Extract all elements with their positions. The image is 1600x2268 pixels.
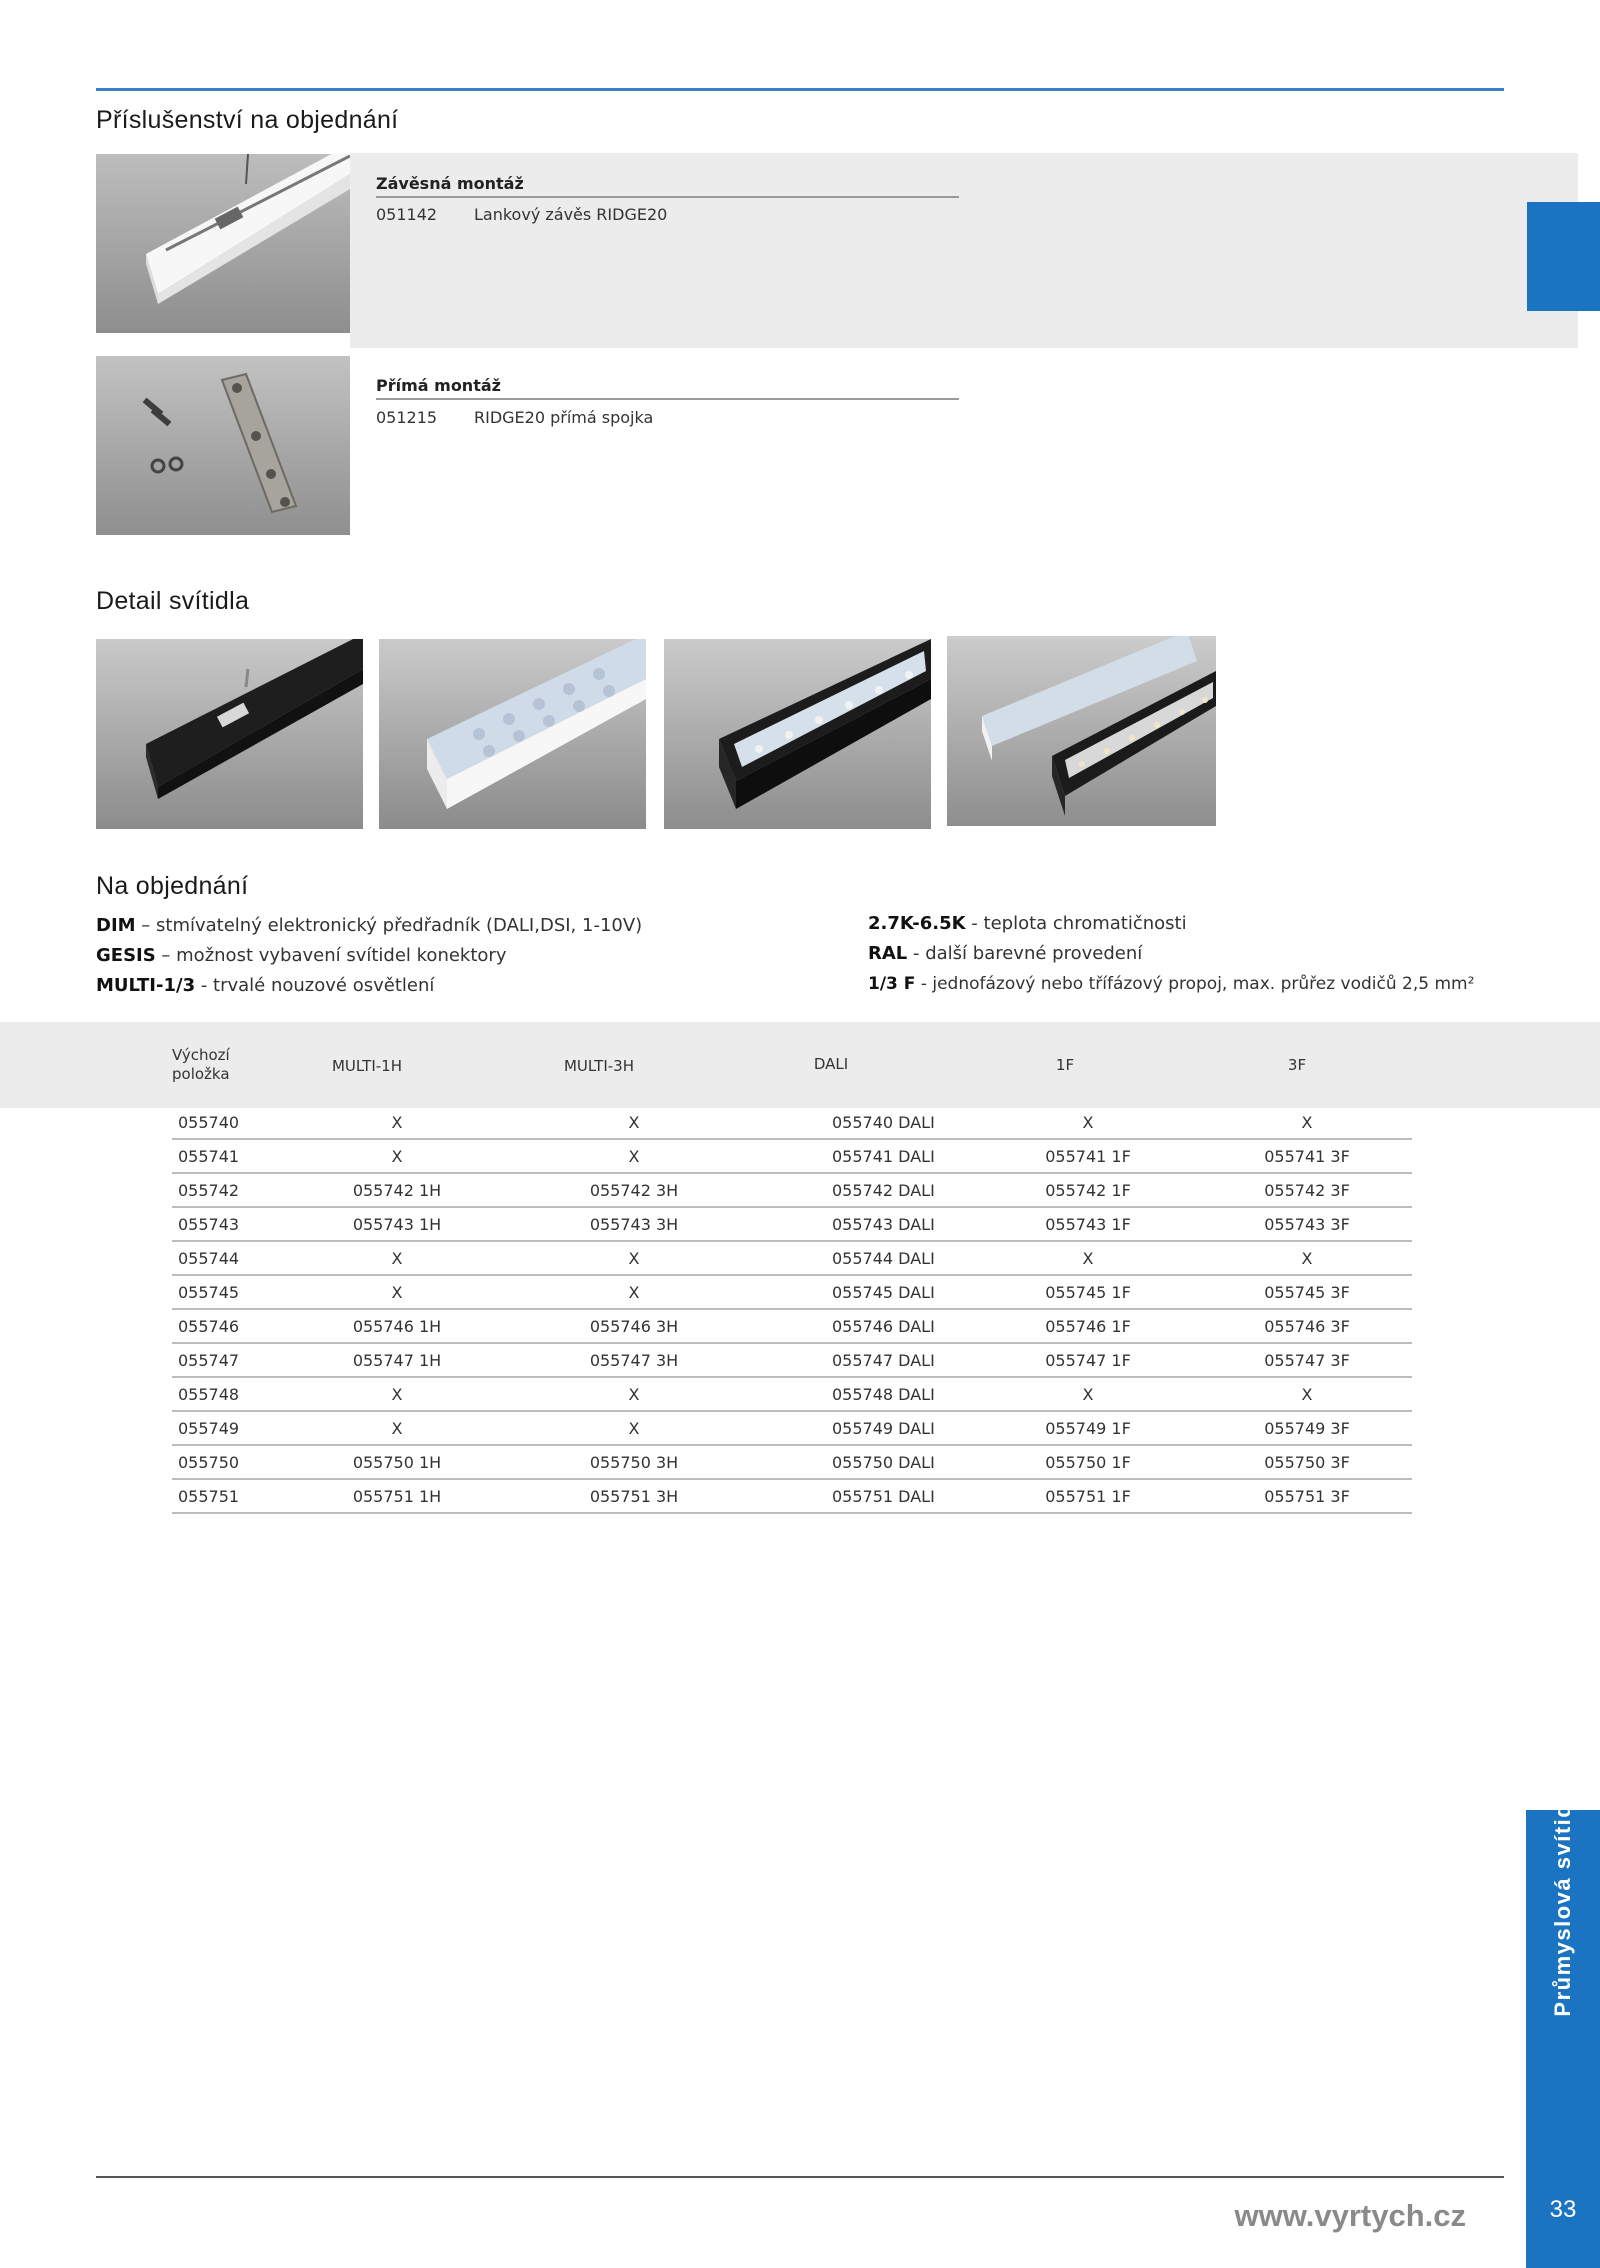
accessory-title-suspension: Závěsná montáž — [376, 174, 524, 193]
table-cell: X — [476, 1106, 792, 1139]
table-cell: X — [318, 1241, 476, 1275]
legend-desc: - další barevné provedení — [907, 943, 1143, 964]
legend-item-cct — [868, 909, 1528, 939]
table-row — [172, 1343, 1412, 1377]
table-row — [172, 1445, 1412, 1479]
table-cell: 055747 1F — [974, 1343, 1202, 1377]
detail-photo-white-and-black — [947, 636, 1216, 826]
table-cell: 055747 — [172, 1343, 318, 1377]
legend-term: RAL — [868, 943, 908, 964]
table-row — [172, 1309, 1412, 1343]
table-row — [172, 1377, 1412, 1411]
accessory-rule — [376, 196, 959, 198]
table-header-multi1h: MULTI-1H — [331, 1057, 403, 1075]
table-cell: 055749 — [172, 1411, 318, 1445]
accessory-name: RIDGE20 přímá spojka — [474, 408, 654, 427]
table-cell: 055741 3F — [1202, 1139, 1412, 1173]
section-tab-label: Průmyslová svítidla — [1550, 1781, 1575, 2017]
table-cell: X — [318, 1377, 476, 1411]
table-cell: 055743 DALI — [792, 1207, 974, 1241]
table-cell: 055743 1F — [974, 1207, 1202, 1241]
table-cell: 055751 3F — [1202, 1479, 1412, 1513]
table-cell: X — [476, 1411, 792, 1445]
table-cell: 055747 DALI — [792, 1343, 974, 1377]
accessory-name: Lankový závěs RIDGE20 — [474, 205, 668, 224]
table-cell: 055751 DALI — [792, 1479, 974, 1513]
detail-photo-black-led — [664, 639, 931, 829]
legend-left — [96, 911, 856, 1001]
table-cell: 055746 1F — [974, 1309, 1202, 1343]
table-cell: 055743 3F — [1202, 1207, 1412, 1241]
accessory-rule — [376, 398, 959, 400]
table-header-base: Výchozí položka — [172, 1046, 230, 1083]
table-header-dali: DALI — [813, 1055, 849, 1073]
table-cell: 055741 — [172, 1139, 318, 1173]
table-cell: 055745 — [172, 1275, 318, 1309]
table-cell: 055748 — [172, 1377, 318, 1411]
accessory-line-suspension — [376, 205, 667, 224]
table-cell: X — [318, 1275, 476, 1309]
table-cell: 055750 1H — [318, 1445, 476, 1479]
order-heading: Na objednání — [96, 872, 249, 900]
table-cell: 055746 DALI — [792, 1309, 974, 1343]
table-cell: 055743 3H — [476, 1207, 792, 1241]
section-tab-top — [1527, 202, 1600, 311]
table-row — [172, 1106, 1412, 1139]
table-cell: X — [476, 1241, 792, 1275]
table-header-3f: 3F — [1287, 1056, 1307, 1074]
table-row — [172, 1241, 1412, 1275]
table-cell: 055746 — [172, 1309, 318, 1343]
table-row — [172, 1479, 1412, 1513]
table-cell: 055746 3H — [476, 1309, 792, 1343]
table-cell: X — [974, 1106, 1202, 1139]
table-body — [172, 1106, 1412, 1513]
table-cell: 055751 3H — [476, 1479, 792, 1513]
legend-item-dim — [96, 911, 856, 941]
direct-mount-photo — [96, 356, 350, 535]
table-cell: 055741 1F — [974, 1139, 1202, 1173]
table-cell: X — [974, 1241, 1202, 1275]
legend-term: GESIS — [96, 945, 156, 966]
legend-desc: - trvalé nouzové osvětlení — [195, 975, 435, 996]
table-cell: 055750 DALI — [792, 1445, 974, 1479]
top-rule — [96, 88, 1504, 91]
detail-photo-white-lens — [379, 639, 646, 829]
table-cell: X — [318, 1411, 476, 1445]
website-url: www.vyrtych.cz — [1234, 2198, 1466, 2233]
detail-photo-black-suspension — [96, 639, 363, 829]
table-row — [172, 1411, 1412, 1445]
table-cell: X — [318, 1139, 476, 1173]
suspension-mount-photo — [96, 154, 350, 333]
table-cell: 055746 3F — [1202, 1309, 1412, 1343]
table-cell: 055742 3F — [1202, 1173, 1412, 1207]
accessory-title-direct: Přímá montáž — [376, 376, 501, 395]
variants-table — [172, 1106, 1412, 1514]
table-cell: X — [974, 1377, 1202, 1411]
table-cell: 055745 3F — [1202, 1275, 1412, 1309]
table-cell: 055742 — [172, 1173, 318, 1207]
legend-right — [868, 909, 1528, 999]
table-cell: 055750 — [172, 1445, 318, 1479]
table-cell: 055747 3F — [1202, 1343, 1412, 1377]
table-row — [172, 1173, 1412, 1207]
table-cell: 055744 — [172, 1241, 318, 1275]
legend-item-gesis — [96, 941, 856, 971]
table-cell: 055749 3F — [1202, 1411, 1412, 1445]
table-cell: 055741 DALI — [792, 1139, 974, 1173]
table-cell: 055746 1H — [318, 1309, 476, 1343]
legend-desc: – stmívatelný elektronický předřadník (DALI,DSI, 1-10V) — [135, 915, 643, 936]
accessories-heading: Příslušenství na objednání — [96, 106, 399, 134]
table-cell: X — [476, 1275, 792, 1309]
table-cell: 055742 1H — [318, 1173, 476, 1207]
table-cell: 055742 3H — [476, 1173, 792, 1207]
table-cell: 055747 1H — [318, 1343, 476, 1377]
table-cell: 055745 DALI — [792, 1275, 974, 1309]
legend-desc: - teplota chromatičnosti — [965, 913, 1187, 934]
accessories-band — [350, 153, 1578, 348]
table-cell: 055744 DALI — [792, 1241, 974, 1275]
table-cell: 055748 DALI — [792, 1377, 974, 1411]
table-cell: 055750 3H — [476, 1445, 792, 1479]
legend-term: DIM — [96, 915, 136, 936]
table-cell: 055740 DALI — [792, 1106, 974, 1139]
legend-item-ral — [868, 939, 1528, 969]
legend-desc: - jednofázový nebo třífázový propoj, max. průřez vodičů 2,5 mm² — [915, 974, 1475, 994]
accessory-code: 051215 — [376, 408, 438, 427]
legend-item-phase — [868, 969, 1528, 999]
table-cell: 055751 1H — [318, 1479, 476, 1513]
legend-item-multi — [96, 971, 856, 1001]
table-cell: X — [1202, 1106, 1412, 1139]
table-cell: 055743 — [172, 1207, 318, 1241]
bottom-rule — [96, 2176, 1504, 2178]
table-cell: X — [476, 1139, 792, 1173]
detail-heading: Detail svítidla — [96, 587, 250, 615]
table-row — [172, 1139, 1412, 1173]
accessory-line-direct — [376, 408, 653, 427]
legend-term: 1/3 F — [868, 974, 916, 994]
legend-term: MULTI-1/3 — [96, 975, 196, 996]
table-cell: 055751 — [172, 1479, 318, 1513]
table-cell: 055742 1F — [974, 1173, 1202, 1207]
table-cell: X — [318, 1106, 476, 1139]
legend-term: 2.7K-6.5K — [868, 913, 966, 934]
table-cell: 055750 3F — [1202, 1445, 1412, 1479]
table-cell: 055745 1F — [974, 1275, 1202, 1309]
table-cell: 055749 DALI — [792, 1411, 974, 1445]
table-cell: 055751 1F — [974, 1479, 1202, 1513]
table-cell: X — [476, 1377, 792, 1411]
table-cell: 055743 1H — [318, 1207, 476, 1241]
table-cell: X — [1202, 1377, 1412, 1411]
table-cell: 055740 — [172, 1106, 318, 1139]
table-cell: 055750 1F — [974, 1445, 1202, 1479]
legend-desc: – možnost vybavení svítidel konektory — [155, 945, 507, 966]
table-cell: 055742 DALI — [792, 1173, 974, 1207]
accessory-code: 051142 — [376, 205, 438, 224]
table-cell: X — [1202, 1241, 1412, 1275]
table-header-multi3h: MULTI-3H — [563, 1057, 635, 1075]
table-row — [172, 1207, 1412, 1241]
table-row — [172, 1275, 1412, 1309]
table-header-1f: 1F — [1055, 1056, 1075, 1074]
page-number: 33 — [1549, 2196, 1577, 2223]
table-cell: 055747 3H — [476, 1343, 792, 1377]
table-cell: 055749 1F — [974, 1411, 1202, 1445]
